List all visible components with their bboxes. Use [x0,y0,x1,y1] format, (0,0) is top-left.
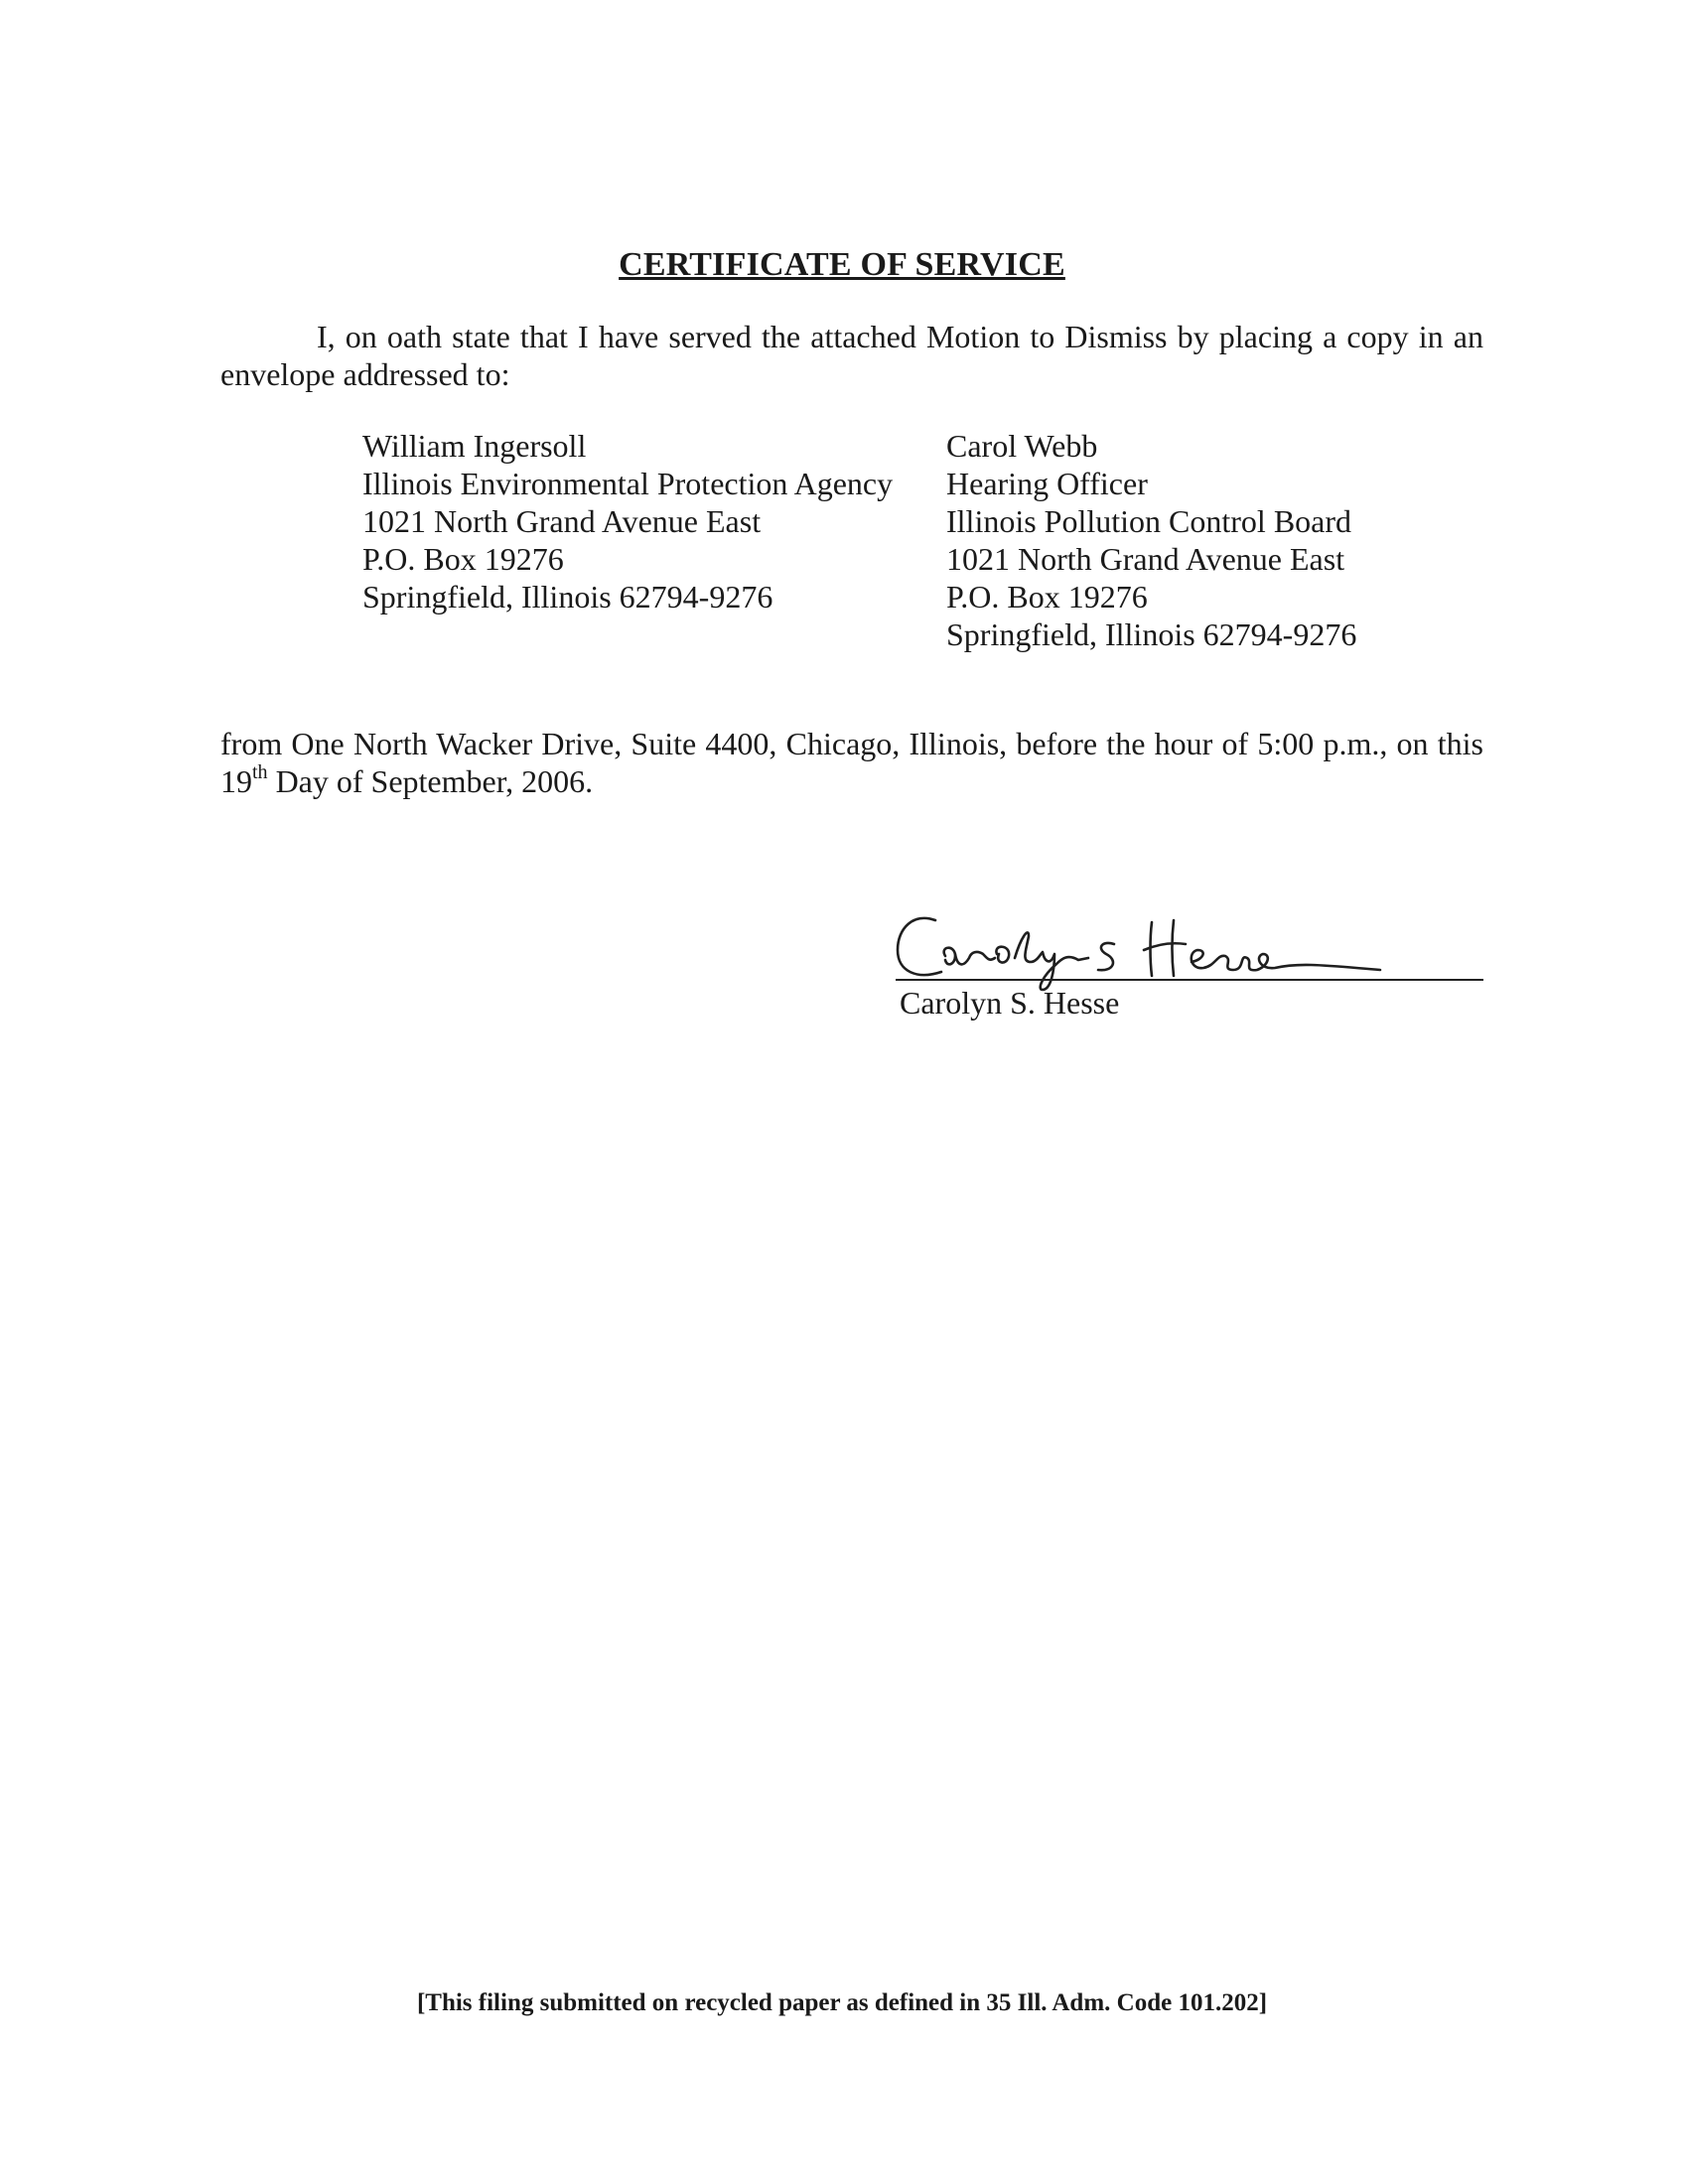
recipient-address-right [946,427,1356,653]
recycled-paper-footer: [This filing submitted on recycled paper as defined in 35 Ill. Adm. Code 101.202] [416,1989,1268,2016]
address-line: Illinois Pollution Control Board [946,503,1352,539]
signer-printed-name: Carolyn S. Hesse [900,985,1120,1021]
ordinal-suffix: th [252,761,268,784]
service-text-after: Day of September, 2006. [267,763,594,799]
address-line: Hearing Officer [946,466,1148,501]
intro-paragraph: I, on oath state that I have served the attached Motion to Dismiss by placing a copy in an envelope addressed to: [220,319,1483,392]
recipient-address-left [362,427,893,615]
address-line: Springfield, Illinois 62794-9276 [362,579,773,614]
address-line: Carol Webb [946,428,1098,464]
service-text-before: from One North Wacker Drive, Suite 4400, Chicago, Illinois, before the hour of 5:00 p.m., on this 19 [220,726,1483,799]
address-line: Springfield, Illinois 62794-9276 [946,616,1357,652]
address-line: P.O. Box 19276 [362,541,564,577]
address-line: 1021 North Grand Avenue East [362,503,762,539]
address-line: 1021 North Grand Avenue East [946,541,1345,577]
address-line: P.O. Box 19276 [946,579,1148,614]
address-line: William Ingersoll [362,428,587,464]
address-line: Illinois Environmental Protection Agency [362,466,894,501]
signature-line [896,979,1483,981]
page-title: CERTIFICATE OF SERVICE [619,246,1065,283]
service-paragraph [220,725,1483,800]
